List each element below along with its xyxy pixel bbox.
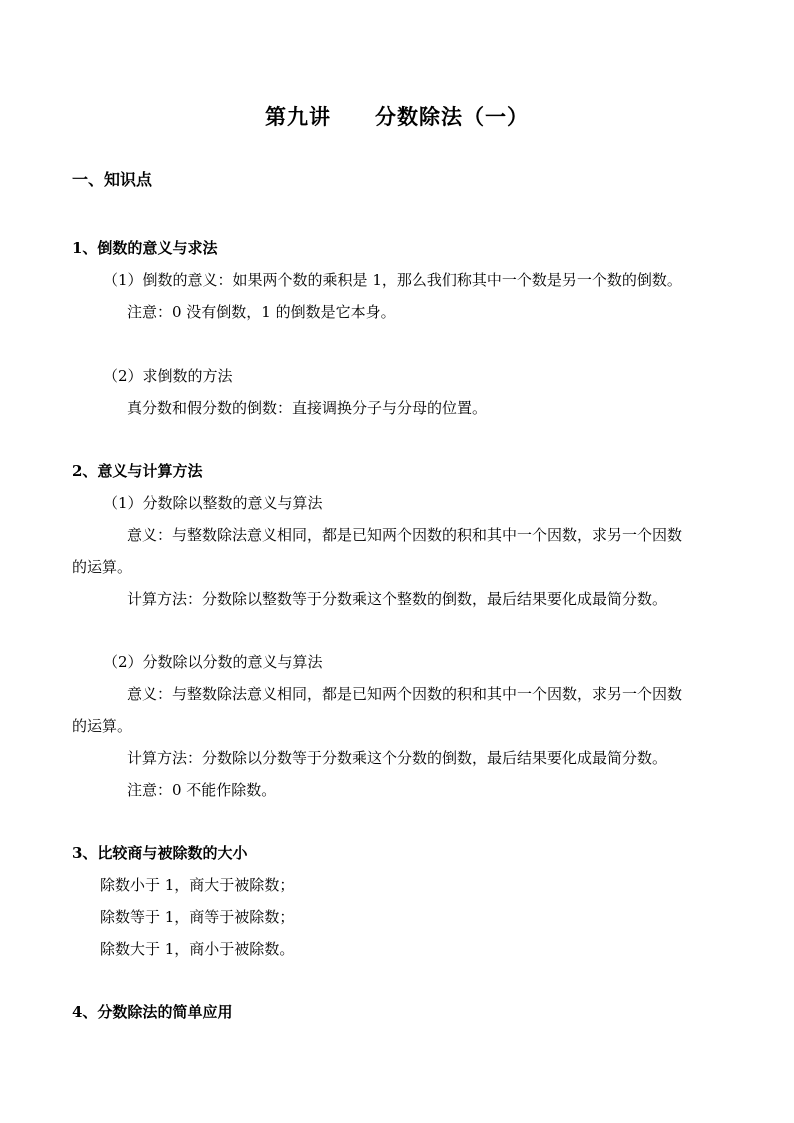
topic-2-meaning-2-cont: 的运算。 <box>72 717 133 735</box>
section-heading: 一、知识点 <box>72 170 153 189</box>
topic-3-item-2: 除数等于 1，商等于被除数； <box>100 908 295 926</box>
page-title: 第九讲 分数除法（一） <box>265 104 529 129</box>
topic-4-heading: 4、分数除法的简单应用 <box>72 1003 233 1021</box>
topic-1-note: 注意：0 没有倒数，1 的倒数是它本身。 <box>127 303 396 321</box>
topic-2-note: 注意：0 不能作除数。 <box>127 781 277 799</box>
topic-2-calc-2: 计算方法：分数除以分数等于分数乘这个分数的倒数，最后结果要化成最简分数。 <box>127 749 668 767</box>
topic-1-sub-2: （2）求倒数的方法 <box>103 367 233 385</box>
topic-2-heading: 2、意义与计算方法 <box>72 462 203 480</box>
topic-2-meaning-2: 意义：与整数除法意义相同，都是已知两个因数的积和其中一个因数，求另一个因数 <box>127 685 683 703</box>
topic-1-body-2: 真分数和假分数的倒数：直接调换分子与分母的位置。 <box>127 399 488 417</box>
topic-3-item-3: 除数大于 1，商小于被除数。 <box>100 940 295 958</box>
topic-1-sub-1: （1）倒数的意义：如果两个数的乘积是 1，那么我们称其中一个数是另一个数的倒数。 <box>103 271 682 289</box>
topic-1-heading: 1、倒数的意义与求法 <box>72 239 218 257</box>
topic-3-heading: 3、比较商与被除数的大小 <box>72 844 248 862</box>
topic-2-meaning-1: 意义：与整数除法意义相同，都是已知两个因数的积和其中一个因数，求另一个因数 <box>127 526 683 544</box>
topic-2-sub-2: （2）分数除以分数的意义与算法 <box>103 653 323 671</box>
topic-2-calc-1: 计算方法：分数除以整数等于分数乘这个整数的倒数，最后结果要化成最简分数。 <box>127 590 668 608</box>
topic-3-item-1: 除数小于 1，商大于被除数； <box>100 876 295 894</box>
topic-2-meaning-1-cont: 的运算。 <box>72 558 133 576</box>
topic-2-sub-1: （1）分数除以整数的意义与算法 <box>103 494 323 512</box>
